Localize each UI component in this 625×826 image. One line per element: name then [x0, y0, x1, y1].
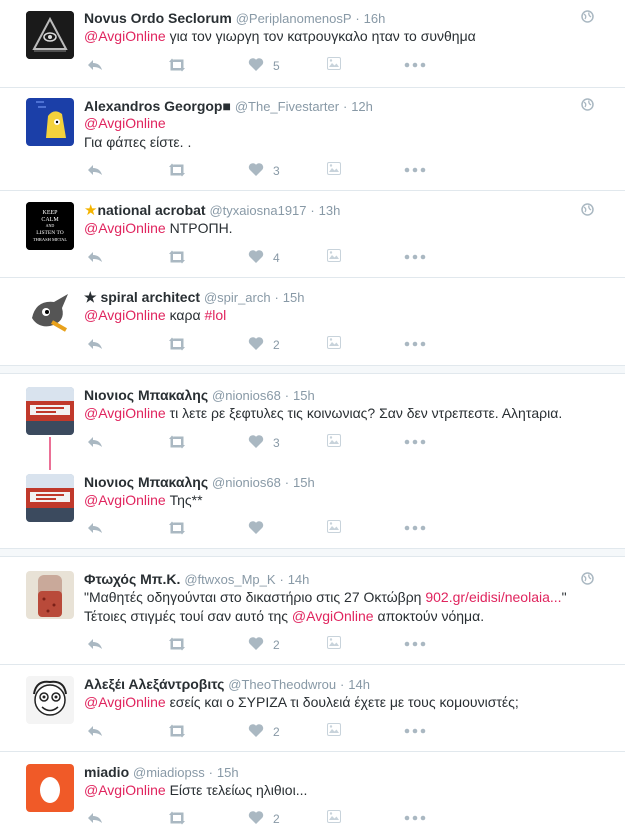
more-icon[interactable] [404, 57, 426, 73]
tweet-time[interactable]: 14h [348, 677, 370, 692]
star-icon: ★ [84, 202, 98, 219]
tweet[interactable]: Φτωχός Μπ.Κ. @ftwxos_Mp_K · 14h "Μαθητές οδηγούνται στο δικαστήριο στις 27 Οκτώβρη 902.gr/eidisi/neolaia..." Τέτοιες στιγμές τουί σαν αυτό της @AvgiOnline αποκτούν νόημα. 2 [0, 558, 625, 664]
reply-icon[interactable] [86, 57, 104, 73]
heart-icon[interactable] [248, 249, 264, 265]
avatar[interactable] [26, 11, 74, 59]
tweet[interactable]: Αλεξέι Αλεξάντροβιτς @TheoTheodwrou · 14h @AvgiOnline εσείς και ο ΣΥΡΙΖΑ τι δουλειά έχετε με τους κομουνιστές; 2 [0, 665, 625, 751]
like-count: 2 [273, 725, 280, 739]
tweet-actions [84, 636, 444, 652]
mention-link[interactable]: @AvgiOnline [84, 307, 166, 323]
avatar[interactable] [26, 474, 74, 522]
tweet[interactable]: KEEP CALM AND LISTEN TO THRASH METAL ★national acrobat @tyxaiosna1917 · 13h @AvgiOnline ΝΤΡΟΠΗ. 4 [0, 191, 625, 278]
tweet-actions [84, 810, 444, 826]
tweet-text: @AvgiOnline εσείς και ο ΣΥΡΙΖΑ τι δουλειά έχετε με τους κομουνιστές; [84, 694, 519, 710]
author-username[interactable]: @The_Fivestarter [234, 99, 340, 114]
tweet-text: @AvgiOnline τι λετε ρε ξεφτυλες τις κοινωνιας? Σαν δεν ντρεπεστε. Αλητaρια. [84, 405, 563, 421]
heart-icon[interactable] [248, 810, 264, 826]
like-count: 2 [273, 812, 280, 826]
more-icon[interactable] [404, 162, 426, 178]
author-name[interactable]: Νιονιος Μπακαλης [84, 474, 209, 490]
tweet-actions [84, 57, 444, 73]
media-icon[interactable] [327, 57, 341, 73]
retweet-icon[interactable] [166, 636, 188, 652]
media-icon[interactable] [327, 249, 341, 265]
author-name[interactable]: Νιονιος Μπακαλης [84, 387, 209, 403]
author-name[interactable]: ★ spiral architect [84, 289, 201, 305]
reply-icon[interactable] [86, 723, 104, 739]
author-username[interactable]: @miadiopss [133, 765, 205, 780]
tweet-actions [84, 520, 444, 536]
author-username[interactable]: @PeriplanomenosP [235, 11, 352, 26]
reply-icon[interactable] [86, 520, 104, 536]
mention-link[interactable]: @AvgiOnline [84, 492, 166, 508]
retweet-icon[interactable] [166, 57, 188, 73]
media-icon[interactable] [327, 434, 341, 450]
svg-text:AND: AND [45, 223, 55, 228]
media-icon[interactable] [327, 336, 341, 352]
tweet[interactable]: miadio @miadiopss · 15h @AvgiOnline Είστε τελείως ηλιθιοι... 2 [0, 752, 625, 817]
retweet-icon[interactable] [166, 810, 188, 826]
more-icon[interactable] [404, 520, 426, 536]
author-name[interactable]: national acrobat [97, 202, 206, 218]
avatar[interactable] [26, 571, 74, 619]
reply-icon[interactable] [86, 434, 104, 450]
tweet-actions [84, 723, 444, 739]
svg-text:CALM: CALM [41, 217, 59, 223]
heart-icon[interactable] [248, 57, 264, 73]
globe-icon [581, 10, 594, 23]
retweet-icon[interactable] [166, 162, 188, 178]
author-username[interactable]: @nionios68 [212, 388, 281, 403]
reply-icon[interactable] [86, 636, 104, 652]
tweet-actions [84, 434, 444, 450]
mention-link[interactable]: @AvgiOnline [84, 405, 166, 421]
author-username[interactable]: @tyxaiosna1917 [209, 203, 307, 218]
author-username[interactable]: @spir_arch [203, 290, 271, 305]
like-count: 3 [273, 436, 280, 450]
heart-icon[interactable] [248, 723, 264, 739]
avatar[interactable] [26, 387, 74, 435]
avatar[interactable] [26, 676, 74, 724]
media-icon[interactable] [327, 723, 341, 739]
tweet-text: @AvgiOnline Είστε τελείως ηλιθιοι... [84, 782, 308, 798]
tweet-text: @AvgiOnline ΝΤΡΟΠΗ. [84, 220, 233, 236]
media-icon[interactable] [327, 636, 341, 652]
like-count: 2 [273, 338, 280, 352]
author-username[interactable]: @TheoTheodwrou [228, 677, 337, 692]
media-icon[interactable] [327, 162, 341, 178]
thread-separator [0, 548, 625, 557]
tweet-text: "Μαθητές οδηγούνται στο δικαστήριο στις 27 Οκτώβρη 902.gr/eidisi/neolaia..." Τέτοιες στιγμές τουί σαν αυτό της @AvgiOnline αποκτούν νόημα. [84, 589, 567, 624]
reply-icon[interactable] [86, 249, 104, 265]
like-count: 5 [273, 59, 280, 73]
media-icon[interactable] [327, 810, 341, 826]
tweet[interactable]: Νιονιος Μπακαλης @nionios68 · 15h @AvgiOnline τι λετε ρε ξεφτυλες τις κοινωνιας? Σαν δεν ντρεπεστε. Αλητaρια. 3 [0, 375, 625, 463]
reply-icon[interactable] [86, 162, 104, 178]
avatar[interactable] [26, 764, 74, 812]
avatar[interactable] [26, 288, 74, 336]
tweet-time[interactable]: 12h [351, 99, 373, 114]
globe-icon [581, 98, 594, 111]
tweet[interactable]: Alexandros Georgop■ @The_Fivestarter · 12h @AvgiOnline Για φάπες είστε. . 3 [0, 88, 625, 191]
tweet[interactable]: ★ spiral architect @spir_arch · 15h @AvgiOnline καρα #lol 2 [0, 278, 625, 365]
reply-icon[interactable] [86, 336, 104, 352]
svg-text:THRASH METAL: THRASH METAL [32, 237, 68, 242]
avatar[interactable] [26, 98, 74, 146]
tweet-time[interactable]: 14h [287, 572, 310, 587]
author-name[interactable]: Novus Ordo Seclorum [84, 10, 232, 26]
hashtag-link[interactable]: #lol [204, 307, 227, 323]
heart-icon[interactable] [248, 434, 264, 450]
like-count: 2 [273, 638, 280, 652]
mention-link[interactable]: @AvgiOnline [84, 782, 166, 798]
heart-icon[interactable] [248, 336, 264, 352]
tweet-time[interactable]: 13h [318, 203, 341, 218]
author-username[interactable]: @nionios68 [212, 475, 281, 490]
tweet-text: @AvgiOnline για τον γιωργη τον κατρουγκαλο ηταν το συνθημα [84, 28, 476, 44]
more-icon[interactable] [404, 810, 426, 826]
tweet-time[interactable]: 15h [282, 290, 305, 305]
globe-icon [581, 572, 594, 585]
mention-link[interactable]: @AvgiOnline [84, 694, 166, 710]
tweet-time[interactable]: 15h [216, 765, 239, 780]
retweet-icon[interactable] [166, 723, 188, 739]
author-name[interactable]: Αλεξέι Αλεξάντροβιτς [84, 676, 225, 692]
tweet-text: @AvgiOnline Για φάπες είστε. . [84, 115, 192, 150]
tweet-time[interactable]: 15h [293, 475, 315, 490]
mention-link[interactable]: @AvgiOnline [291, 608, 374, 624]
heart-icon[interactable] [248, 520, 264, 536]
media-icon[interactable] [327, 520, 341, 536]
tweet-time[interactable]: 15h [293, 388, 315, 403]
author-name[interactable]: Alexandros Georgop■ [84, 98, 231, 114]
heart-icon[interactable] [248, 162, 264, 178]
author-username[interactable]: @ftwxos_Mp_K [184, 572, 276, 587]
like-count: 3 [273, 164, 280, 178]
tweet-text: @AvgiOnline Της** [84, 492, 203, 508]
heart-icon[interactable] [248, 636, 264, 652]
avatar-text: KEEP [42, 210, 58, 216]
tweet[interactable]: Νιονιος Μπακαλης @nionios68 · 15h @AvgiOnline Της** [0, 463, 625, 548]
tweet-time[interactable]: 16h [363, 11, 386, 26]
mention-link[interactable]: @AvgiOnline [84, 220, 166, 236]
author-name[interactable]: miadio [84, 764, 130, 780]
mention-link[interactable]: @AvgiOnline [84, 115, 166, 131]
retweet-icon[interactable] [166, 520, 188, 536]
more-icon[interactable] [404, 723, 426, 739]
more-icon[interactable] [404, 249, 426, 265]
reply-icon[interactable] [86, 810, 104, 826]
like-count: 4 [273, 251, 280, 265]
more-icon[interactable] [404, 636, 426, 652]
tweet[interactable]: Novus Ordo Seclorum @PeriplanomenosP · 16h @AvgiOnline για τον γιωργη τον κατρουγκαλο ηταν το συνθημα 5 [0, 0, 625, 87]
more-icon[interactable] [404, 336, 426, 352]
tweet-actions [84, 249, 444, 265]
url-link[interactable]: 902.gr/eidisi/neolaia... [425, 589, 562, 605]
thread-separator [0, 365, 625, 374]
retweet-icon[interactable] [166, 249, 188, 265]
svg-text:LISTEN TO: LISTEN TO [36, 230, 64, 236]
retweet-icon[interactable] [166, 434, 188, 450]
mention-link[interactable]: @AvgiOnline [84, 28, 166, 44]
retweet-icon[interactable] [166, 336, 188, 352]
avatar[interactable] [26, 202, 74, 250]
globe-icon [581, 203, 594, 216]
more-icon[interactable] [404, 434, 426, 450]
author-name[interactable]: Φτωχός Μπ.Κ. [84, 571, 181, 587]
tweet-text: @AvgiOnline καρα #lol [84, 307, 227, 323]
tweet-actions [84, 336, 444, 352]
tweet-actions [84, 162, 444, 178]
